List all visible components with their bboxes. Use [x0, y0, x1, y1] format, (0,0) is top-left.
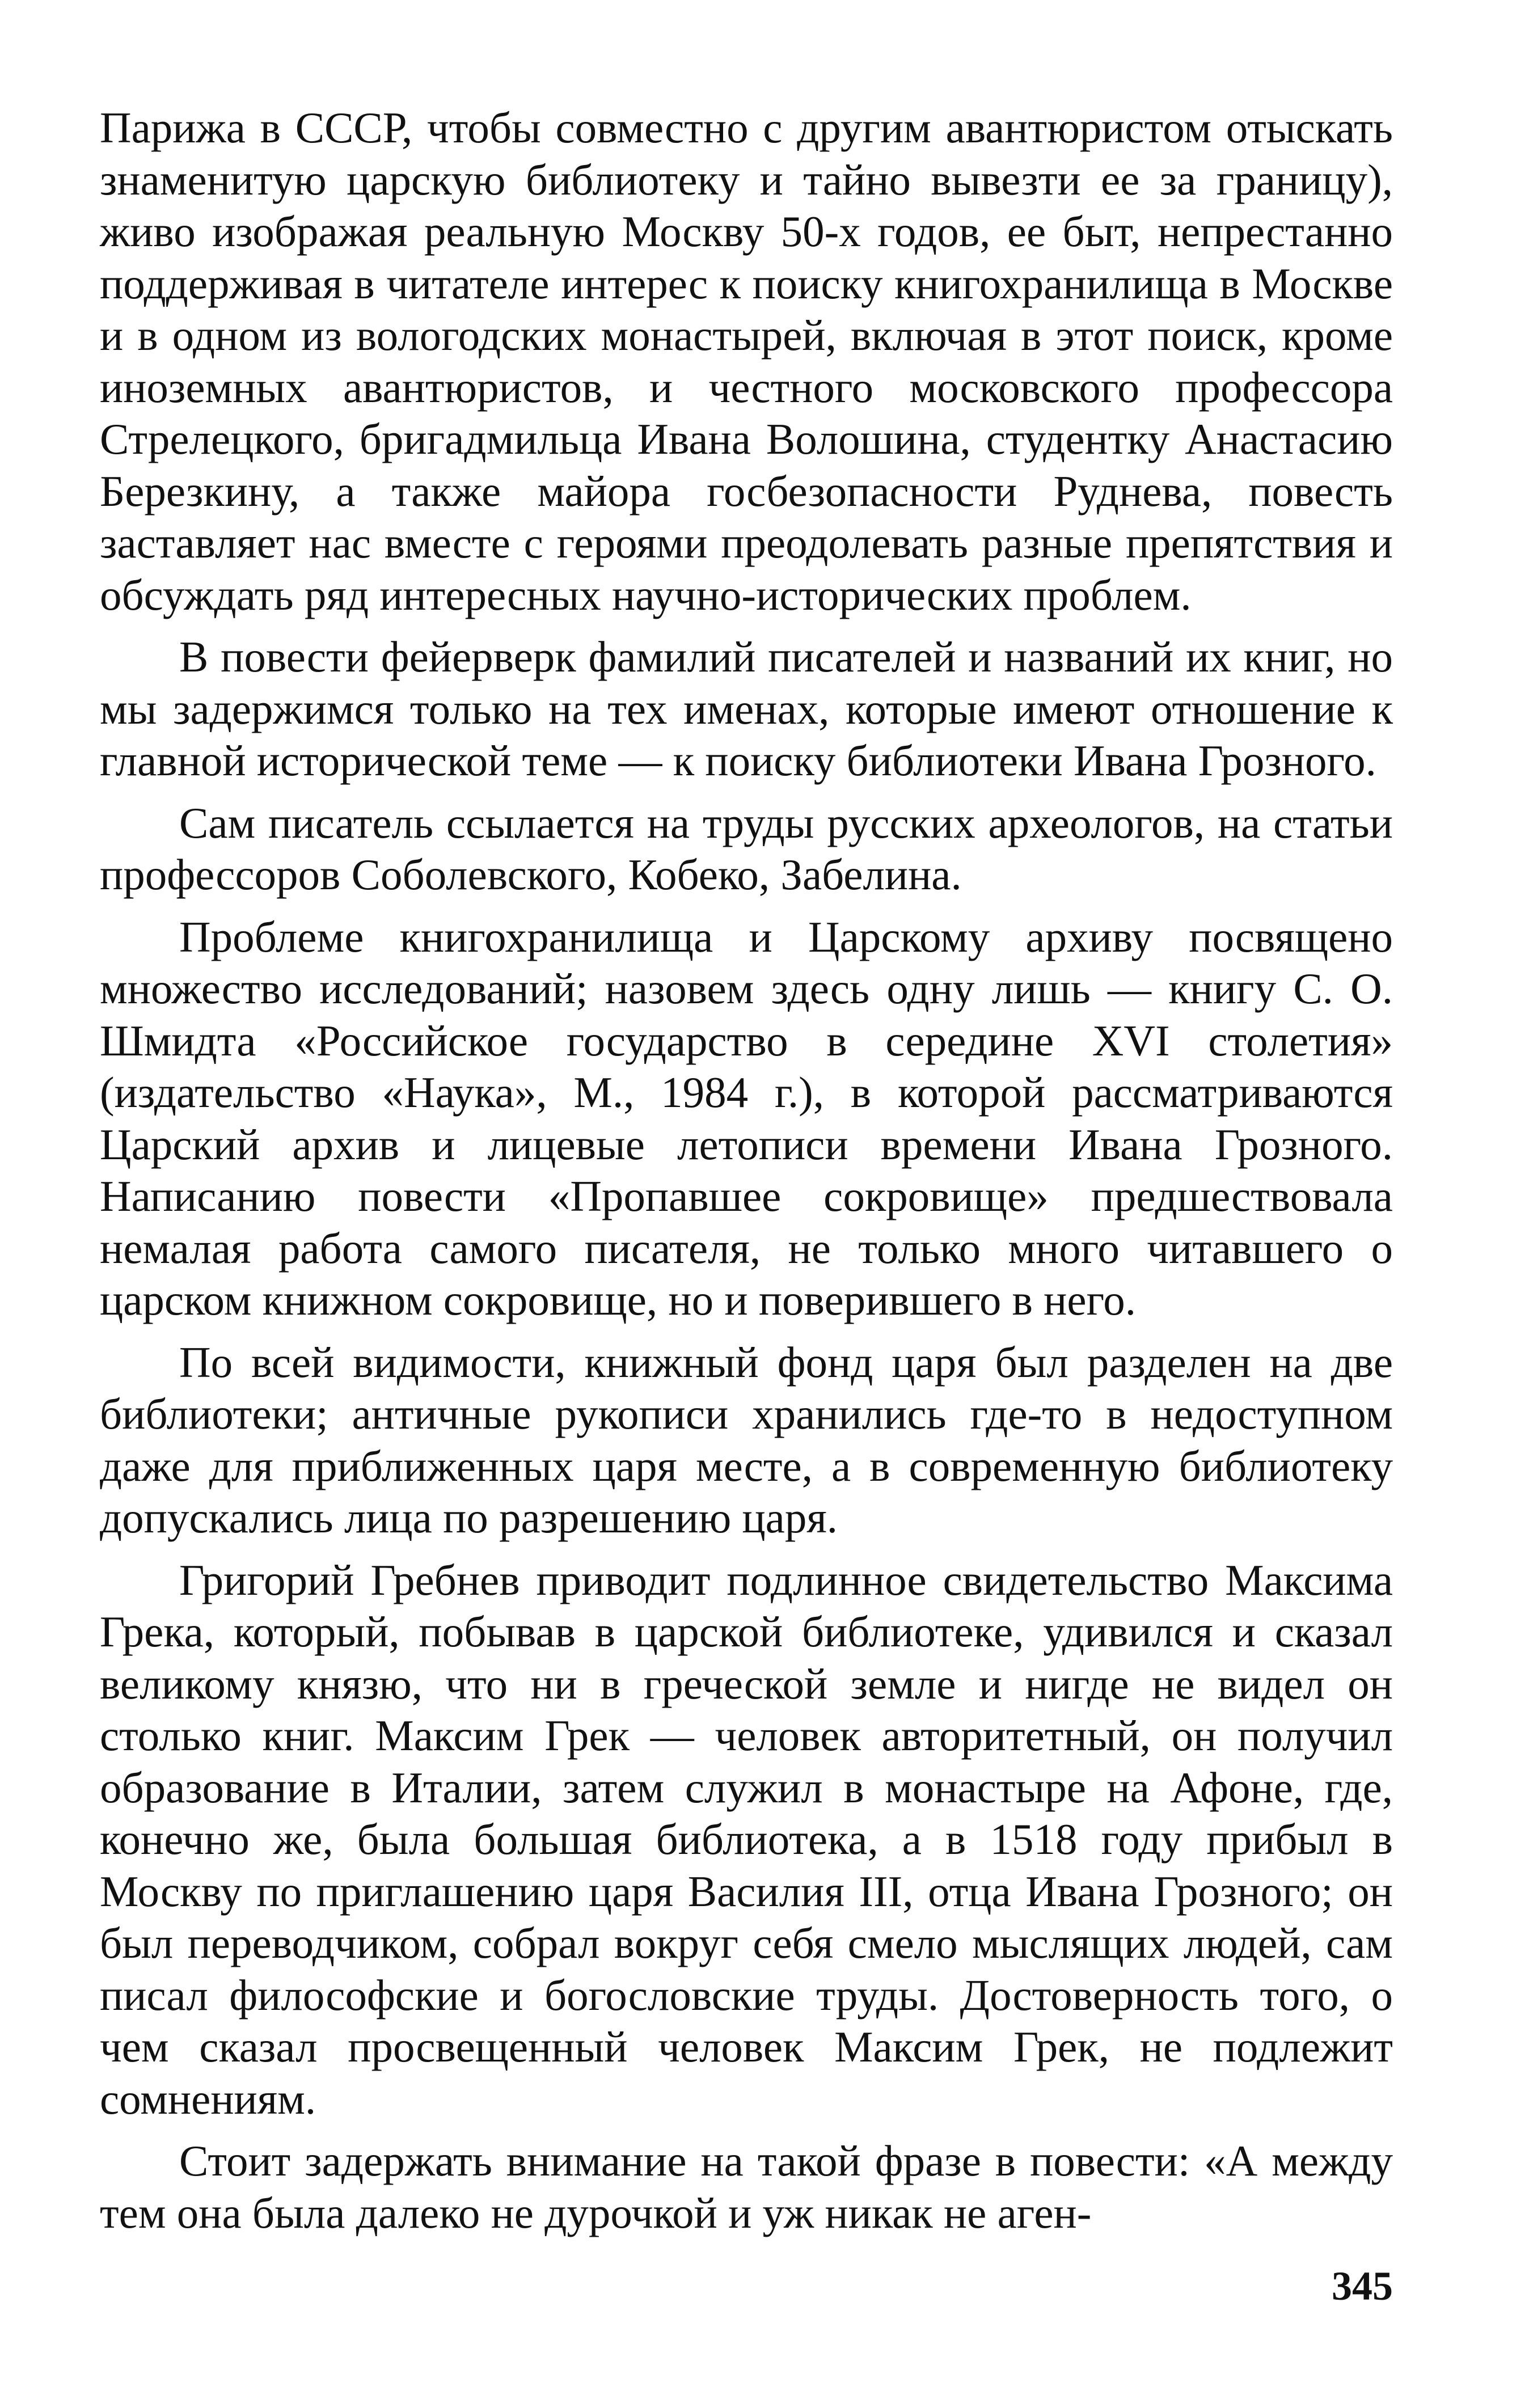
paragraph-1: Парижа в СССР, чтобы совместно с другим авантюристом отыскать знаменитую царскую библиотеку и тайно вывезти ее за границу), живо изображая реальную Москву 50-х годов, ее быт, непрестанно поддерживая в читателе интерес к поиску книгохранилища в Москве и в одном из вологодских монастырей, включая в этот поиск, кроме иноземных авантюристов, и честного московского профессора Стрелецкого, бригадмильца Ивана Волошина, студентку Анастасию Березкину, а также майора госбезопасности Руднева, повесть заставляет нас вместе с героями преодолевать разные препятствия и обсуждать ряд интересных научно-исторических проблем. [100, 103, 1393, 619]
paragraph-6: Григорий Гребнев приводит подлинное свидетельство Максима Грека, который, побывав в царской библиотеке, удивился и сказал великому князю, что ни в греческой земле и нигде не видел он столько книг. Максим Грек — человек авторитетный, он получил образование в Италии, затем служил в монастыре на Афоне, где, конечно же, была большая библиотека, а в 1518 году прибыл в Москву по приглашению царя Василия III, отца Ивана Грозного; он был переводчиком, собрал вокруг себя смело мыслящих людей, сам писал философские и богословские труды. Достоверность того, о чем сказал просвещенный человек Максим Грек, не подлежит сомнениям. [100, 1555, 1393, 2123]
paragraph-7: Стоит задержать внимание на такой фразе в повести: «А между тем она была далеко не дурочкой и уж никак не аген- [100, 2136, 1393, 2237]
paragraph-2: В повести фейерверк фамилий писателей и названий их книг, но мы задержимся только на тех именах, которые имеют отношение к главной исторической теме — к поиску библиотеки Ивана Грозного. [100, 632, 1393, 785]
paragraph-3: Сам писатель ссылается на труды русских археологов, на статьи профессоров Соболевского, Кобеко, Забелина. [100, 798, 1393, 899]
paragraph-4: Проблеме книгохранилища и Царскому архиву посвящено множество исследований; назовем здесь одну лишь — книгу С. О. Шмидта «Российское государство в середине XVI столетия» (издательство «Наука», М., 1984 г.), в которой рассматриваются Царский архив и лицевые летописи времени Ивана Грозного. Написанию повести «Пропавшее сокровище» предшествовала немалая работа самого писателя, не только много читавшего о царском книжном сокровище, но и поверившего в него. [100, 912, 1393, 1324]
paragraph-5: По всей видимости, книжный фонд царя был разделен на две библиотеки; античные рукописи хранились где-то в недоступном даже для приближенных царя месте, а в современную библиотеку допускались лица по разрешению царя. [100, 1337, 1393, 1542]
page-number: 345 [1332, 2263, 1393, 2309]
page-body [100, 102, 1393, 2239]
